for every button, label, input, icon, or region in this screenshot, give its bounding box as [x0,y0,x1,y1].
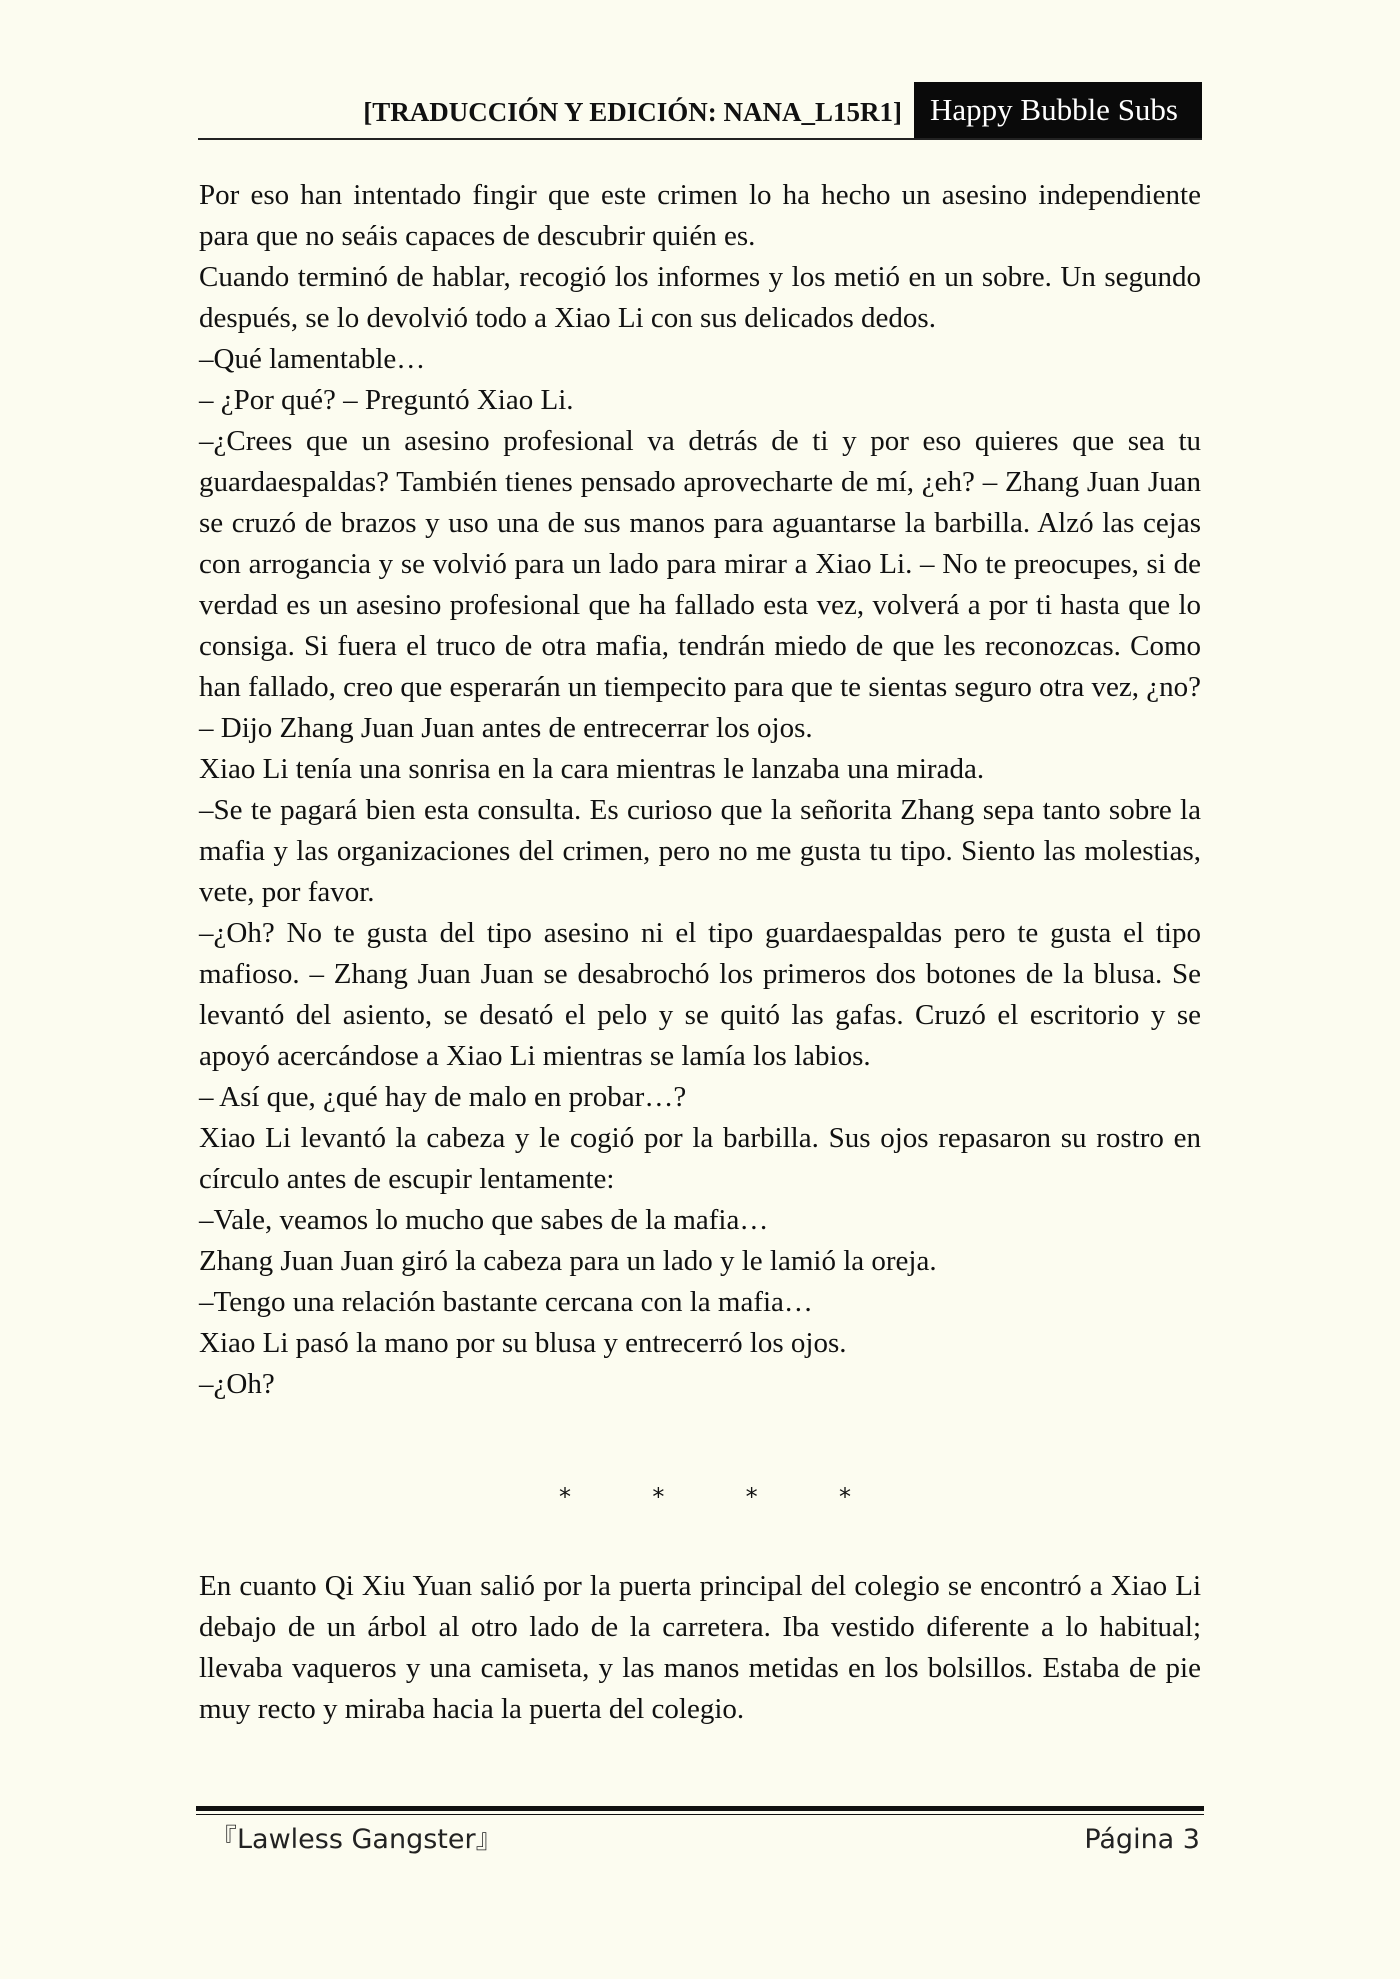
page-footer [210,1818,1200,1862]
paragraph: Zhang Juan Juan giró la cabeza para un lado y le lamió la oreja. [199,1245,937,1277]
paragraph: –¿Oh? No te gusta del tipo asesino ni el tipo guardaespaldas pero te gusta el tipo mafioso. – Zhang Juan Juan se desabrochó los primeros dos botones de la blusa. Se levantó del asiento, se desató el pelo y se quitó las gafas. Cruzó el escritorio y se apoyó acercándose a Xiao Li mientras se lamía los labios. [199,917,1201,1072]
footer-rule-thin [196,1814,1204,1815]
paragraph: Xiao Li pasó la mano por su blusa y entrecerró los ojos. [199,1327,847,1359]
page-header [198,82,1202,140]
paragraph: Cuando terminó de hablar, recogió los informes y los metió en un sobre. Un segundo después, se lo devolvió todo a Xiao Li con sus delicados dedos. [199,261,1201,334]
paragraph: –¿Crees que un asesino profesional va detrás de ti y por eso quieres que sea tu guardaespaldas? También tienes pensado aprovecharte de mí, ¿eh? – Zhang Juan Juan se cruzó de brazos y uso una de sus manos para aguantarse la barbilla. Alzó las cejas con arrogancia y se volvió para un lado para mirar a Xiao Li. – No te preocupes, si de verdad es un asesino profesional que ha fallado esta vez, volverá a por ti hasta que lo consiga. Si fuera el truco de otra mafia, tendrán miedo de que les reconozcas. Como han fallado, creo que esperarán un tiempecito para que te sientas seguro otra vez, ¿no? – Dijo Zhang Juan Juan antes de entrecerrar los ojos. [199,425,1201,744]
paragraph: –¿Oh? [199,1368,275,1400]
scene-separator [555,1483,855,1511]
paragraph: Xiao Li levantó la cabeza y le cogió por la barbilla. Sus ojos repasaron su rostro en círculo antes de escupir lentamente: [199,1122,1201,1195]
header-brand: Happy Bubble Subs [914,82,1202,138]
paragraph: – Así que, ¿qué hay de malo en probar…? [199,1081,687,1113]
paragraph: –Se te pagará bien esta consulta. Es curioso que la señorita Zhang sepa tanto sobre la mafia y las organizaciones del crimen, pero no me gusta tu tipo. Siento las molestias, vete, por favor. [199,794,1201,908]
paragraph: Xiao Li tenía una sonrisa en la cara mientras le lanzaba una mirada. [199,753,985,785]
page-number: Página 3 [1084,1824,1200,1855]
paragraph: – ¿Por qué? – Preguntó Xiao Li. [199,384,574,416]
paragraph: –Qué lamentable… [199,343,426,375]
header-credit: [TRADUCCIÓN Y EDICIÓN: NANA_L15R1] [363,97,902,127]
separator-asterisk: * [838,1483,851,1511]
paragraph: En cuanto Qi Xiu Yuan salió por la puerta principal del colegio se encontró a Xiao Li debajo de un árbol al otro lado de la carretera. Iba vestido diferente a lo habitual; llevaba vaqueros y una camiseta, y las manos metidas en los bolsillos. Estaba de pie muy recto y miraba hacia la puerta del colegio. [199,1570,1201,1725]
paragraph: –Tengo una relación bastante cercana con la mafia… [199,1286,813,1318]
paragraph: Por eso han intentado fingir que este crimen lo ha hecho un asesino independiente para que no seáis capaces de descubrir quién es. [199,179,1201,252]
body-text [199,175,1201,1405]
separator-asterisk: * [745,1483,758,1511]
separator-asterisk: * [652,1483,665,1511]
footer-rule [196,1806,1204,1811]
body-text-continued [199,1566,1201,1730]
paragraph: –Vale, veamos lo mucho que sabes de la mafia… [199,1204,769,1236]
footer-book-title: 『Lawless Gangster』 [210,1824,503,1855]
separator-asterisk: * [559,1483,571,1511]
